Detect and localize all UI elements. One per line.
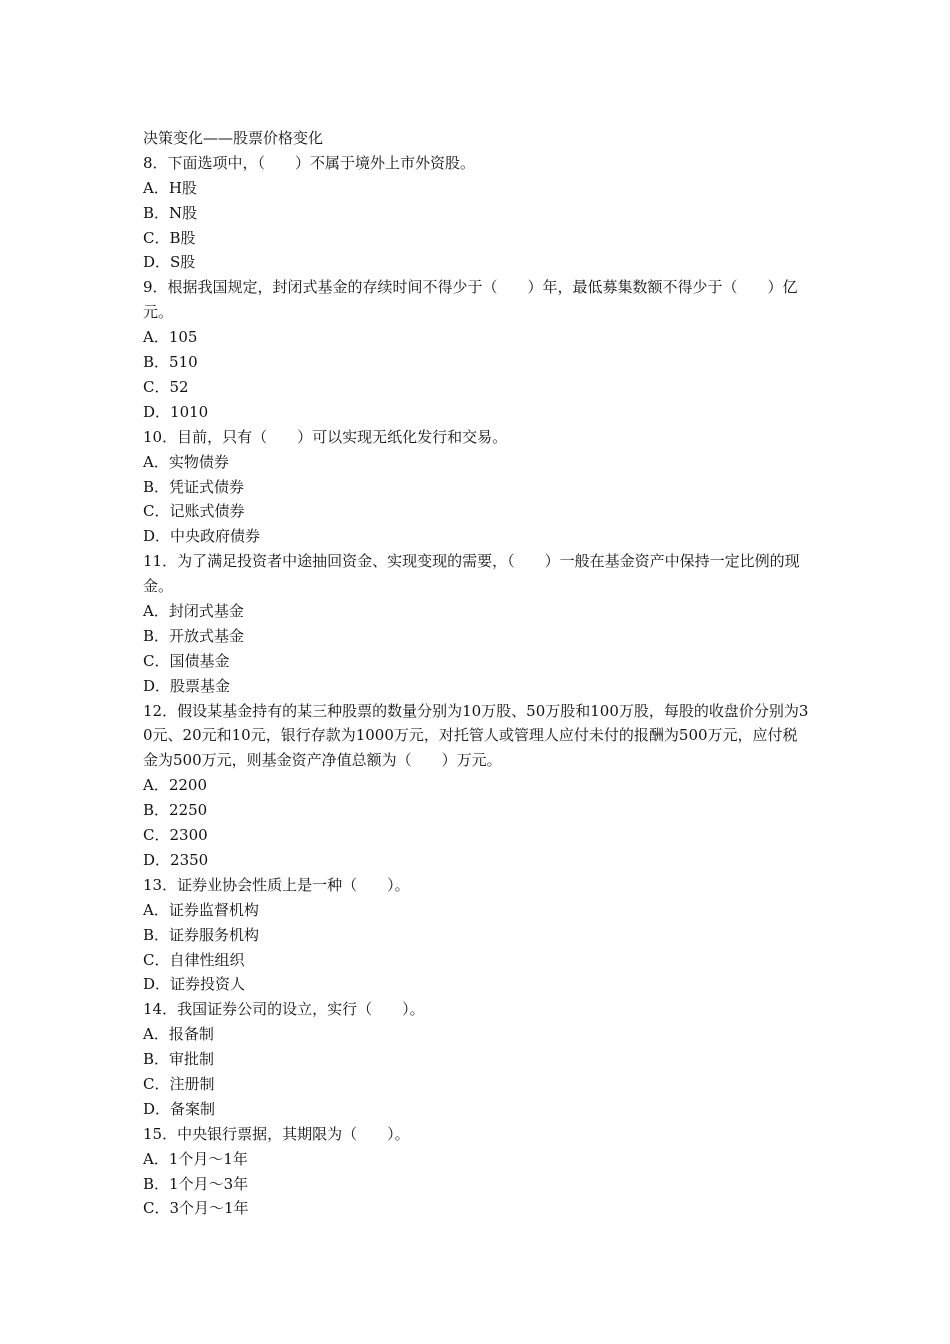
option-a: A．实物债券 (143, 452, 229, 471)
question-8 (143, 151, 811, 275)
option-b: B．证券服务机构 (143, 925, 260, 944)
option-b: B．开放式基金 (143, 626, 245, 645)
document-page (143, 126, 811, 1221)
question-10 (143, 425, 811, 549)
option-c: C．国债基金 (143, 651, 230, 670)
option-d: D．1010 (143, 402, 209, 421)
question-14 (143, 997, 811, 1121)
question-13 (143, 873, 811, 997)
option-a: A．H股 (143, 178, 197, 197)
option-c: C．自律性组织 (143, 950, 245, 969)
option-d: D．备案制 (143, 1099, 216, 1118)
option-c: C．记账式债券 (143, 502, 245, 521)
option-c: C．2300 (143, 826, 208, 845)
option-c: C．3个月～1年 (143, 1199, 249, 1218)
option-a: A．封闭式基金 (143, 601, 244, 620)
question-stem: 9．根据我国规定，封闭式基金的存续时间不得少于（ ）年，最低募集数额不得少于（ ）亿元。 (143, 278, 798, 322)
question-stem: 13．证券业协会性质上是一种（ ）。 (143, 875, 410, 894)
option-b: B．N股 (143, 203, 198, 222)
option-a: A．1个月～1年 (143, 1149, 248, 1168)
option-d: D．证券投资人 (143, 975, 246, 994)
question-stem: 8．下面选项中，（ ）不属于境外上市外资股。 (143, 153, 476, 172)
option-c: C．52 (143, 377, 189, 396)
question-stem: 10．目前，只有（ ）可以实现无纸化发行和交易。 (143, 427, 508, 446)
option-d: D．中央政府债券 (143, 527, 261, 546)
option-b: B．1个月～3年 (143, 1174, 249, 1193)
question-stem: 14．我国证券公司的设立，实行（ ）。 (143, 1000, 425, 1019)
option-d: D．股票基金 (143, 676, 231, 695)
option-c: C．B股 (143, 228, 196, 247)
option-a: A．2200 (143, 776, 208, 795)
option-a: A．105 (143, 328, 198, 347)
lead-line: 决策变化——股票价格变化 (143, 129, 324, 147)
option-b: B．2250 (143, 801, 208, 820)
option-b: B．凭证式债券 (143, 477, 245, 496)
option-b: B．510 (143, 353, 198, 372)
question-stem: 15．中央银行票据，其期限为（ ）。 (143, 1124, 410, 1143)
question-9 (143, 275, 811, 424)
question-stem: 12．假设某基金持有的某三种股票的数量分别为10万股、50万股和100万股，每股的收盘价分别为30元、20元和10元，银行存款为1000万元，对托管人或管理人应付未付的报酬为500万元，应付税金为500万元，则基金资产净值总额为（ ）万元。 (143, 701, 809, 770)
question-11 (143, 549, 811, 698)
option-d: D．S股 (143, 253, 196, 272)
option-a: A．证券监督机构 (143, 900, 259, 919)
option-d: D．2350 (143, 850, 209, 869)
option-a: A．报备制 (143, 1025, 214, 1044)
question-stem: 11．为了满足投资者中途抽回资金、实现变现的需要，（ ）一般在基金资产中保持一定比例的现金。 (143, 552, 800, 596)
question-15 (143, 1122, 811, 1222)
option-b: B．审批制 (143, 1050, 215, 1069)
option-c: C．注册制 (143, 1074, 215, 1093)
question-12 (143, 699, 811, 873)
